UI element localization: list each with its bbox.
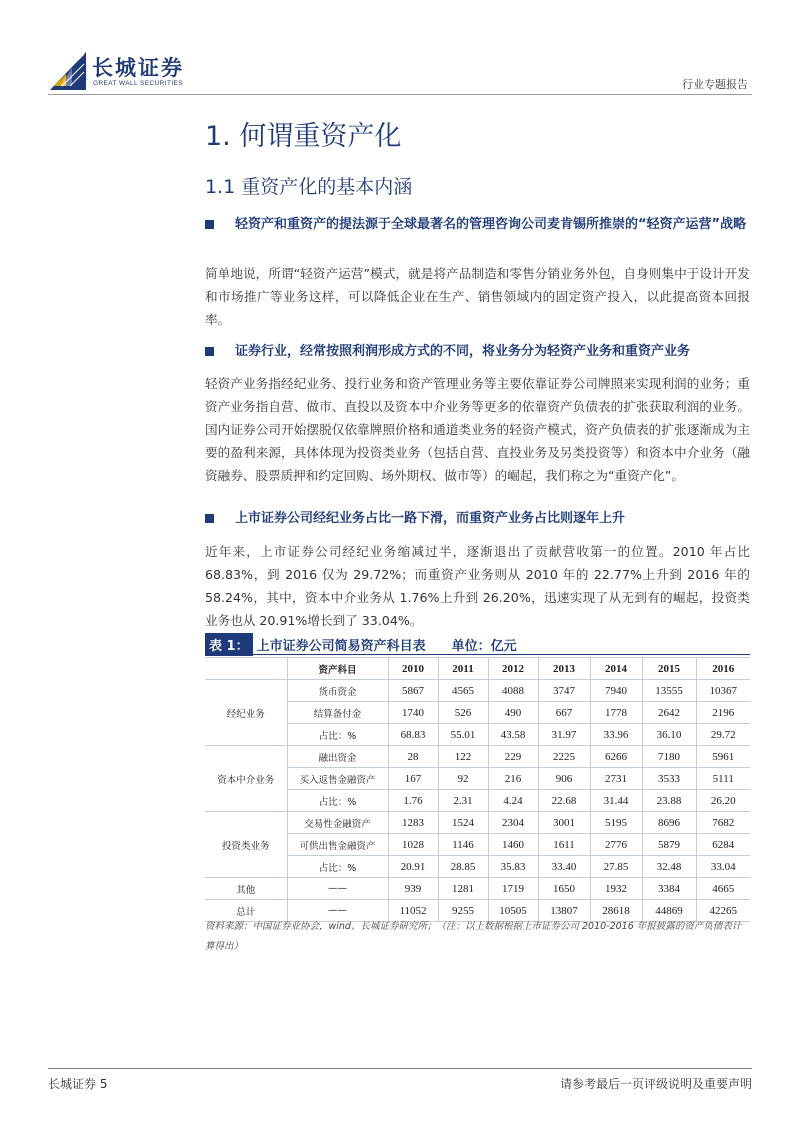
table-value-cell: 1283 — [388, 812, 438, 834]
table-header-item: 资产科目 — [287, 658, 388, 680]
table-value-cell: 2304 — [488, 812, 538, 834]
table-category-cell: 其他 — [205, 878, 287, 900]
table-row — [205, 834, 750, 856]
table-value-cell: 31.97 — [538, 724, 590, 746]
brand-name: 长城证券 — [92, 56, 184, 80]
table-value-cell: 42265 — [696, 900, 750, 922]
table-item-cell: 结算备付金 — [287, 702, 388, 724]
table-value-cell: 229 — [488, 746, 538, 768]
table-header-year: 2014 — [590, 658, 642, 680]
footer-page-label: 长城证券 5 — [48, 1077, 108, 1091]
table-value-cell: 33.96 — [590, 724, 642, 746]
table-value-cell: 1740 — [388, 702, 438, 724]
table-value-cell: 20.91 — [388, 856, 438, 878]
footer-disclaimer: 请参考最后一页评级说明及重要声明 — [559, 1077, 752, 1091]
table-item-cell: 占比：% — [287, 856, 388, 878]
table-value-cell: 167 — [388, 768, 438, 790]
table-category-cell: 总计 — [205, 900, 287, 922]
table-value-cell: 667 — [538, 702, 590, 724]
report-type: 行业专题报告 — [682, 78, 748, 91]
table-value-cell: 1.76 — [388, 790, 438, 812]
table-value-cell: 5111 — [696, 768, 750, 790]
table-value-cell: 3533 — [642, 768, 696, 790]
paragraph: 近年来，上市证券公司经纪业务缩减过半，逐渐退出了贡献营收第一的位置。2010 年占比 68.83%，到 2016 仅为 29.72%；而重资产业务则从 2010 年的 22.77%上升到 2016 年的 58.24%，其中，资本中介业务从 1.76%上升到 26.20%，迅速实现了从无到有的崛起，投资类业务也从 20.91%增长到了 33.04%。 — [205, 544, 750, 628]
table-item-cell: 占比：% — [287, 790, 388, 812]
table-value-cell: 1028 — [388, 834, 438, 856]
table-value-cell: 32.48 — [642, 856, 696, 878]
table-value-cell: 5867 — [388, 680, 438, 702]
table-value-cell: 2.31 — [438, 790, 488, 812]
table-value-cell: 6266 — [590, 746, 642, 768]
table-value-cell: 92 — [438, 768, 488, 790]
section-heading: 1. 何谓重资产化 — [205, 121, 402, 152]
bullet-square-icon — [205, 347, 214, 356]
table-value-cell: 216 — [488, 768, 538, 790]
table-value-cell: 7682 — [696, 812, 750, 834]
table-value-cell: 10367 — [696, 680, 750, 702]
table-value-cell: 6284 — [696, 834, 750, 856]
paragraph: 轻资产业务指经纪业务、投行业务和资产管理业务等主要依靠证券公司牌照来实现利润的业务；重资产业务指自营、做市、直投以及资本中介业务等更多的依靠资产负债表的扩张获取利润的业务。国内证券公司开始摆脱仅依靠牌照价格和通道类业务的轻资产模式，资产负债表的扩张逐渐成为主要的盈利来源，具体体现为投资类业务（包括自营、直投业务及另类投资等）和资本中介业务（融资融券、股票质押和约定回购、场外期权、做市等）的崛起，我们称之为“重资产化”。 — [205, 376, 750, 483]
table-header-year: 2013 — [538, 658, 590, 680]
table-value-cell: 2642 — [642, 702, 696, 724]
table-item-cell: —— — [287, 900, 388, 922]
table-row — [205, 768, 750, 790]
table-value-cell: 526 — [438, 702, 488, 724]
table-value-cell: 3384 — [642, 878, 696, 900]
subsection-heading: 1.1 重资产化的基本内涵 — [205, 176, 413, 198]
table-value-cell: 1524 — [438, 812, 488, 834]
table-unit: 单位：亿元 — [451, 639, 517, 654]
table-value-cell: 1146 — [438, 834, 488, 856]
table-row — [205, 856, 750, 878]
table-title: 上市证券公司简易资产科目表 — [256, 639, 426, 654]
table-value-cell: 33.40 — [538, 856, 590, 878]
table-item-cell: 可供出售金融资产 — [287, 834, 388, 856]
caption-divider — [205, 654, 750, 655]
table-header-year: 2016 — [696, 658, 750, 680]
table-value-cell: 906 — [538, 768, 590, 790]
table-header-year: 2010 — [388, 658, 438, 680]
table-value-cell: 490 — [488, 702, 538, 724]
bullet-point: 上市证券公司经纪业务占比一路下滑，而重资产业务占比则逐年上升 — [205, 507, 750, 530]
table-value-cell: 1281 — [438, 878, 488, 900]
table-value-cell: 1650 — [538, 878, 590, 900]
table-value-cell: 2225 — [538, 746, 590, 768]
asset-table — [205, 657, 750, 922]
table-value-cell: 33.04 — [696, 856, 750, 878]
table-caption — [205, 633, 750, 655]
table-value-cell: 27.85 — [590, 856, 642, 878]
table-value-cell: 44869 — [642, 900, 696, 922]
table-value-cell: 122 — [438, 746, 488, 768]
table-value-cell: 4.24 — [488, 790, 538, 812]
table-value-cell: 5879 — [642, 834, 696, 856]
table-value-cell: 7180 — [642, 746, 696, 768]
table-value-cell: 10505 — [488, 900, 538, 922]
table-value-cell: 55.01 — [438, 724, 488, 746]
brand-name-english: GREAT WALL SECURITIES — [93, 80, 184, 87]
table-value-cell: 2776 — [590, 834, 642, 856]
table-value-cell: 3001 — [538, 812, 590, 834]
table-value-cell: 7940 — [590, 680, 642, 702]
table-value-cell: 22.68 — [538, 790, 590, 812]
table-row — [205, 680, 750, 702]
table-item-cell: 交易性金融资产 — [287, 812, 388, 834]
table-value-cell: 11052 — [388, 900, 438, 922]
table-item-cell: 融出资金 — [287, 746, 388, 768]
table-value-cell: 28.85 — [438, 856, 488, 878]
bullet-square-icon — [205, 220, 214, 229]
table-value-cell: 43.58 — [488, 724, 538, 746]
table-row — [205, 812, 750, 834]
table-value-cell: 28 — [388, 746, 438, 768]
table-header-year: 2015 — [642, 658, 696, 680]
table-category-cell: 经纪业务 — [205, 680, 287, 746]
table-value-cell: 35.83 — [488, 856, 538, 878]
table-value-cell: 26.20 — [696, 790, 750, 812]
table-category-cell: 投资类业务 — [205, 812, 287, 878]
table-value-cell: 4565 — [438, 680, 488, 702]
table-value-cell: 28618 — [590, 900, 642, 922]
table-item-cell: 买入返售金融资产 — [287, 768, 388, 790]
table-value-cell: 1778 — [590, 702, 642, 724]
table-row — [205, 724, 750, 746]
table-row — [205, 702, 750, 724]
table-value-cell: 1932 — [590, 878, 642, 900]
table-item-cell: 占比：% — [287, 724, 388, 746]
table-value-cell: 939 — [388, 878, 438, 900]
table-row — [205, 790, 750, 812]
table-value-cell: 5195 — [590, 812, 642, 834]
table-value-cell: 29.72 — [696, 724, 750, 746]
table-value-cell: 4088 — [488, 680, 538, 702]
footer-divider — [48, 1068, 752, 1069]
table-value-cell: 31.44 — [590, 790, 642, 812]
table-value-cell: 36.10 — [642, 724, 696, 746]
table-value-cell: 1611 — [538, 834, 590, 856]
table-item-cell: 货币资金 — [287, 680, 388, 702]
paragraph: 简单地说，所谓“轻资产运营”模式，就是将产品制造和零售分销业务外包，自身则集中于设计开发和市场推广等业务这样，可以降低企业在生产、销售领域内的固定资产投入，以此提高资本回报率。 — [205, 266, 750, 327]
table-category-cell: 资本中介业务 — [205, 746, 287, 812]
table-value-cell: 1719 — [488, 878, 538, 900]
table-value-cell: 2196 — [696, 702, 750, 724]
table-value-cell: 2731 — [590, 768, 642, 790]
table-item-cell: —— — [287, 878, 388, 900]
table-value-cell: 23.88 — [642, 790, 696, 812]
table-value-cell: 13807 — [538, 900, 590, 922]
table-label: 表 1： — [205, 633, 253, 656]
table-value-cell: 9255 — [438, 900, 488, 922]
table-header-row — [205, 658, 750, 680]
table-value-cell: 3747 — [538, 680, 590, 702]
header-divider — [48, 94, 752, 95]
table-value-cell: 1460 — [488, 834, 538, 856]
table-value-cell: 13555 — [642, 680, 696, 702]
table-header-year: 2012 — [488, 658, 538, 680]
table-header-year: 2011 — [438, 658, 488, 680]
table-value-cell: 5961 — [696, 746, 750, 768]
bullet-point: 轻资产和重资产的提法源于全球最著名的管理咨询公司麦肯锡所推崇的“轻资产运营”战略 — [205, 213, 750, 236]
bullet-square-icon — [205, 514, 214, 523]
table-source-note: 资料来源：中国证券业协会，wind、长城证券研究所；（注：以上数据根据上市证券公司 2010-2016 年报披露的资产负债表计算得出） — [205, 921, 742, 952]
great-wall-logo-icon — [50, 52, 86, 90]
table-header-blank — [205, 658, 287, 680]
bullet-point: 证券行业，经常按照利润形成方式的不同，将业务分为轻资产业务和重资产业务 — [205, 340, 750, 363]
table-value-cell: 68.83 — [388, 724, 438, 746]
table-row — [205, 746, 750, 768]
table-row — [205, 878, 750, 900]
table-value-cell: 8696 — [642, 812, 696, 834]
table-value-cell: 4665 — [696, 878, 750, 900]
